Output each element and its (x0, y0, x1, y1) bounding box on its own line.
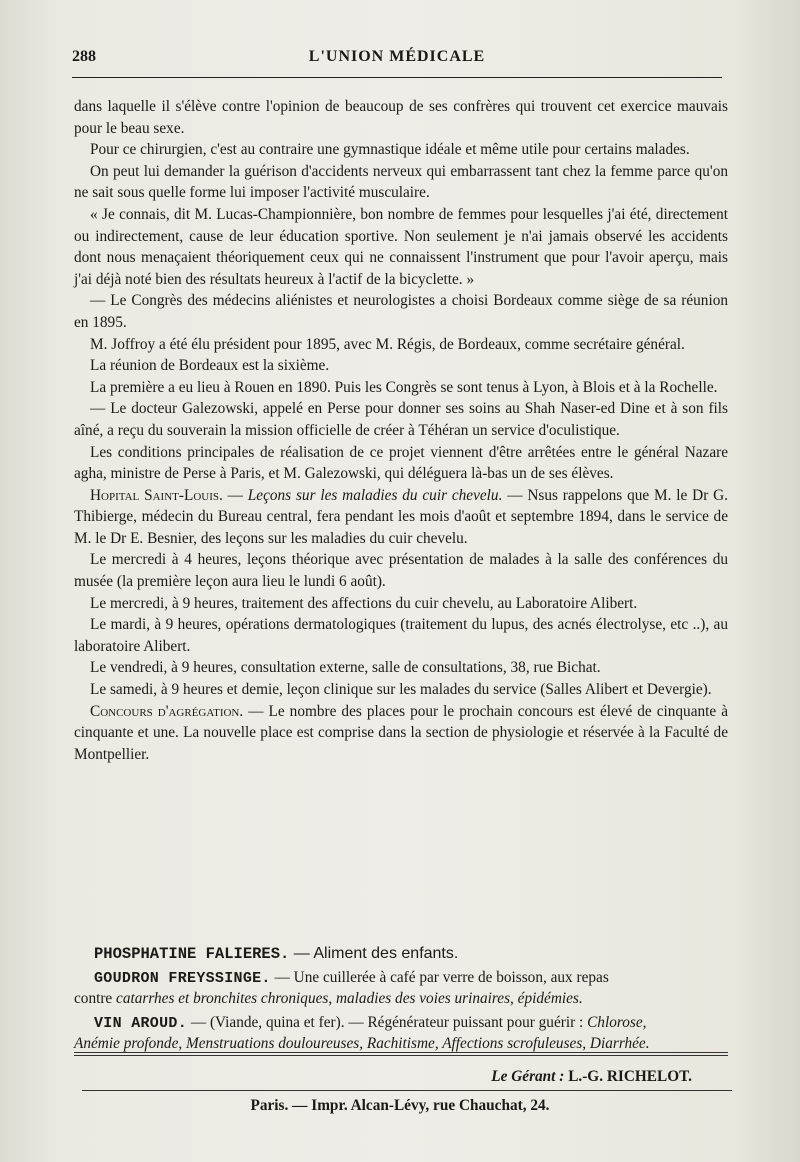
schedule-item: Le mardi, à 9 heures, opérations dermatologiques (traitement du lupus, des acnés électrolyse, etc ..), au laboratoire Alibert. (74, 616, 728, 655)
paragraph-quote-lucas-championniere: « Je connais, dit M. Lucas-Championnière, bon nombre de femmes pour lesquelles j'ai été, directement ou indirectement, cause de leur éducation sportive. Non seulement je n'ai jamais observé les accidents dont nous menaçaient théoriquement ceux qui ne connaissent l'instrument que pour l'avoir aperçu, mais j'ai déjà noté bien des résultats heureux à l'actif de la bicyclette. » (74, 205, 728, 288)
paragraph-sixth-meeting: La réunion de Bordeaux est la sixième. (90, 357, 330, 375)
ad-phosphatine-subtitle: — Aliment des enfants. (289, 945, 459, 962)
ad-goudron-title: GOUDRON FREYSSINGE. (94, 970, 271, 987)
article-body (74, 96, 728, 765)
ad-vin-text: — (Viande, quina et fer). — Régénérateur puissant pour guérir : (187, 1014, 588, 1031)
paragraph-nervous-accidents: On peut lui demander la guérison d'accidents nerveux qui embarrassent tant chez la femme parce qu'on ne sait sous quelle forme lui imposer l'activité musculaire. (74, 162, 728, 202)
schedule-item: Le mercredi à 4 heures, leçons théorique avec présentation de malades à la salle des conférences du musée (la première leçon aura lieu le lundi 6 août). (74, 551, 728, 591)
paragraph-first-meeting: La première a eu lieu à Rouen en 1890. Puis les Congrès se sont tenus à Lyon, à Blois et à la Rochelle. (90, 378, 718, 396)
concours-heading: Concours d'agrégation. (90, 702, 244, 720)
hopital-text: — Nsus rappelons que M. le Dr G. Thibierge, médecin du Bureau central, fera pendant les mois d'août et septembre 1894, dans le service de M. le Dr E. Besnier, des leçons sur les maladies du cuir chevelu. (74, 486, 728, 547)
ad-goudron-text: — Une cuillerée à café par verre de boisson, aux repas (270, 969, 609, 986)
hopital-lesson-title: Leçons sur les maladies du cuir chevelu. (247, 486, 503, 504)
paragraph-project-conditions: Les conditions principales de réalisation de ce projet viennent d'être arrêtées entre le général Nazare agha, ministre de Perse à Paris, et M. Galezowski, qui déléguera là-bas un de ses élèves. (74, 443, 728, 483)
ads-rule (74, 1052, 728, 1056)
ad-phosphatine-title: PHOSPHATINE FALIERES. (94, 945, 290, 963)
ad-phosphatine (74, 944, 728, 964)
page-header (72, 48, 722, 72)
paragraph-bicycle-intro: dans laquelle il s'élève contre l'opinion de beaucoup de ses confrères qui trouvent cet exercice mauvais pour le beau sexe. (74, 98, 728, 137)
gerant-label: Le Gérant : (491, 1068, 569, 1085)
ad-goudron (74, 968, 728, 989)
page-number: 288 (72, 48, 96, 65)
paragraph-galezowski-persia: — Le docteur Galezowski, appelé en Perse pour donner ses soins au Shah Naser-ed Dine et à son fils aîné, a reçu du souverain la mission officielle de créer à Téhéran un service d'oculistique. (74, 400, 728, 439)
ad-goudron-indications: catarrhes et bronchites chroniques, maladies des voies urinaires, épidémies. (116, 990, 583, 1007)
paragraph-surgeon-view: Pour ce chirurgien, c'est au contraire une gymnastique idéale et même utile pour certains malades. (90, 141, 690, 159)
schedule-item: Le samedi, à 9 heures et demie, leçon clinique sur les malades du service (Salles Alibert et Devergie). (90, 681, 712, 699)
ad-vin-aroud (74, 1013, 728, 1034)
running-title: L'UNION MÉDICALE (308, 48, 486, 65)
hopital-dash: — (222, 486, 248, 504)
schedule-item: Le mercredi, à 9 heures, traitement des affections du cuir chevelu, au Laboratoire Alibert. (90, 594, 638, 612)
paragraph-hopital-saint-louis (74, 485, 728, 550)
ad-goudron-contre: contre (74, 990, 117, 1007)
ad-vin-title: VIN AROUD. (94, 1015, 188, 1032)
paragraph-concours-agregation (74, 701, 728, 766)
concours-text: — Le nombre des places pour le prochain concours est élevé de cinquante à cinquante et une. La nouvelle place est comprise dans la section de physiologie et réservée à la Faculté de Montpellier. (74, 702, 728, 763)
ad-vin-indications: Anémie profonde, Menstruations douloureuses, Rachitisme, Affections scrofuleuses, Diarrhée. (74, 1035, 650, 1052)
printer-imprint: Paris. — Impr. Alcan-Lévy, rue Chauchat, 24. (250, 1097, 550, 1114)
gerant-signature (491, 1068, 692, 1086)
ad-vin-chlorose: Chlorose, (587, 1014, 647, 1031)
gerant-name: L.-G. RICHELOT. (568, 1068, 692, 1085)
footer-rule (82, 1090, 732, 1091)
paragraph-joffroy-president: M. Joffroy a été élu président pour 1895, avec M. Régis, de Bordeaux, comme secrétaire général. (90, 335, 685, 353)
hopital-heading: Hopital Saint-Louis. (90, 486, 223, 504)
header-rule (72, 77, 722, 78)
schedule-item: Le vendredi, à 9 heures, consultation externe, salle de consultations, 38, rue Bichat. (90, 659, 601, 677)
advertisements (74, 944, 728, 1054)
paragraph-congress-bordeaux: — Le Congrès des médecins aliénistes et neurologistes a choisi Bordeaux comme siège de sa réunion en 1895. (74, 292, 728, 331)
ad-goudron-line2 (74, 989, 728, 1009)
